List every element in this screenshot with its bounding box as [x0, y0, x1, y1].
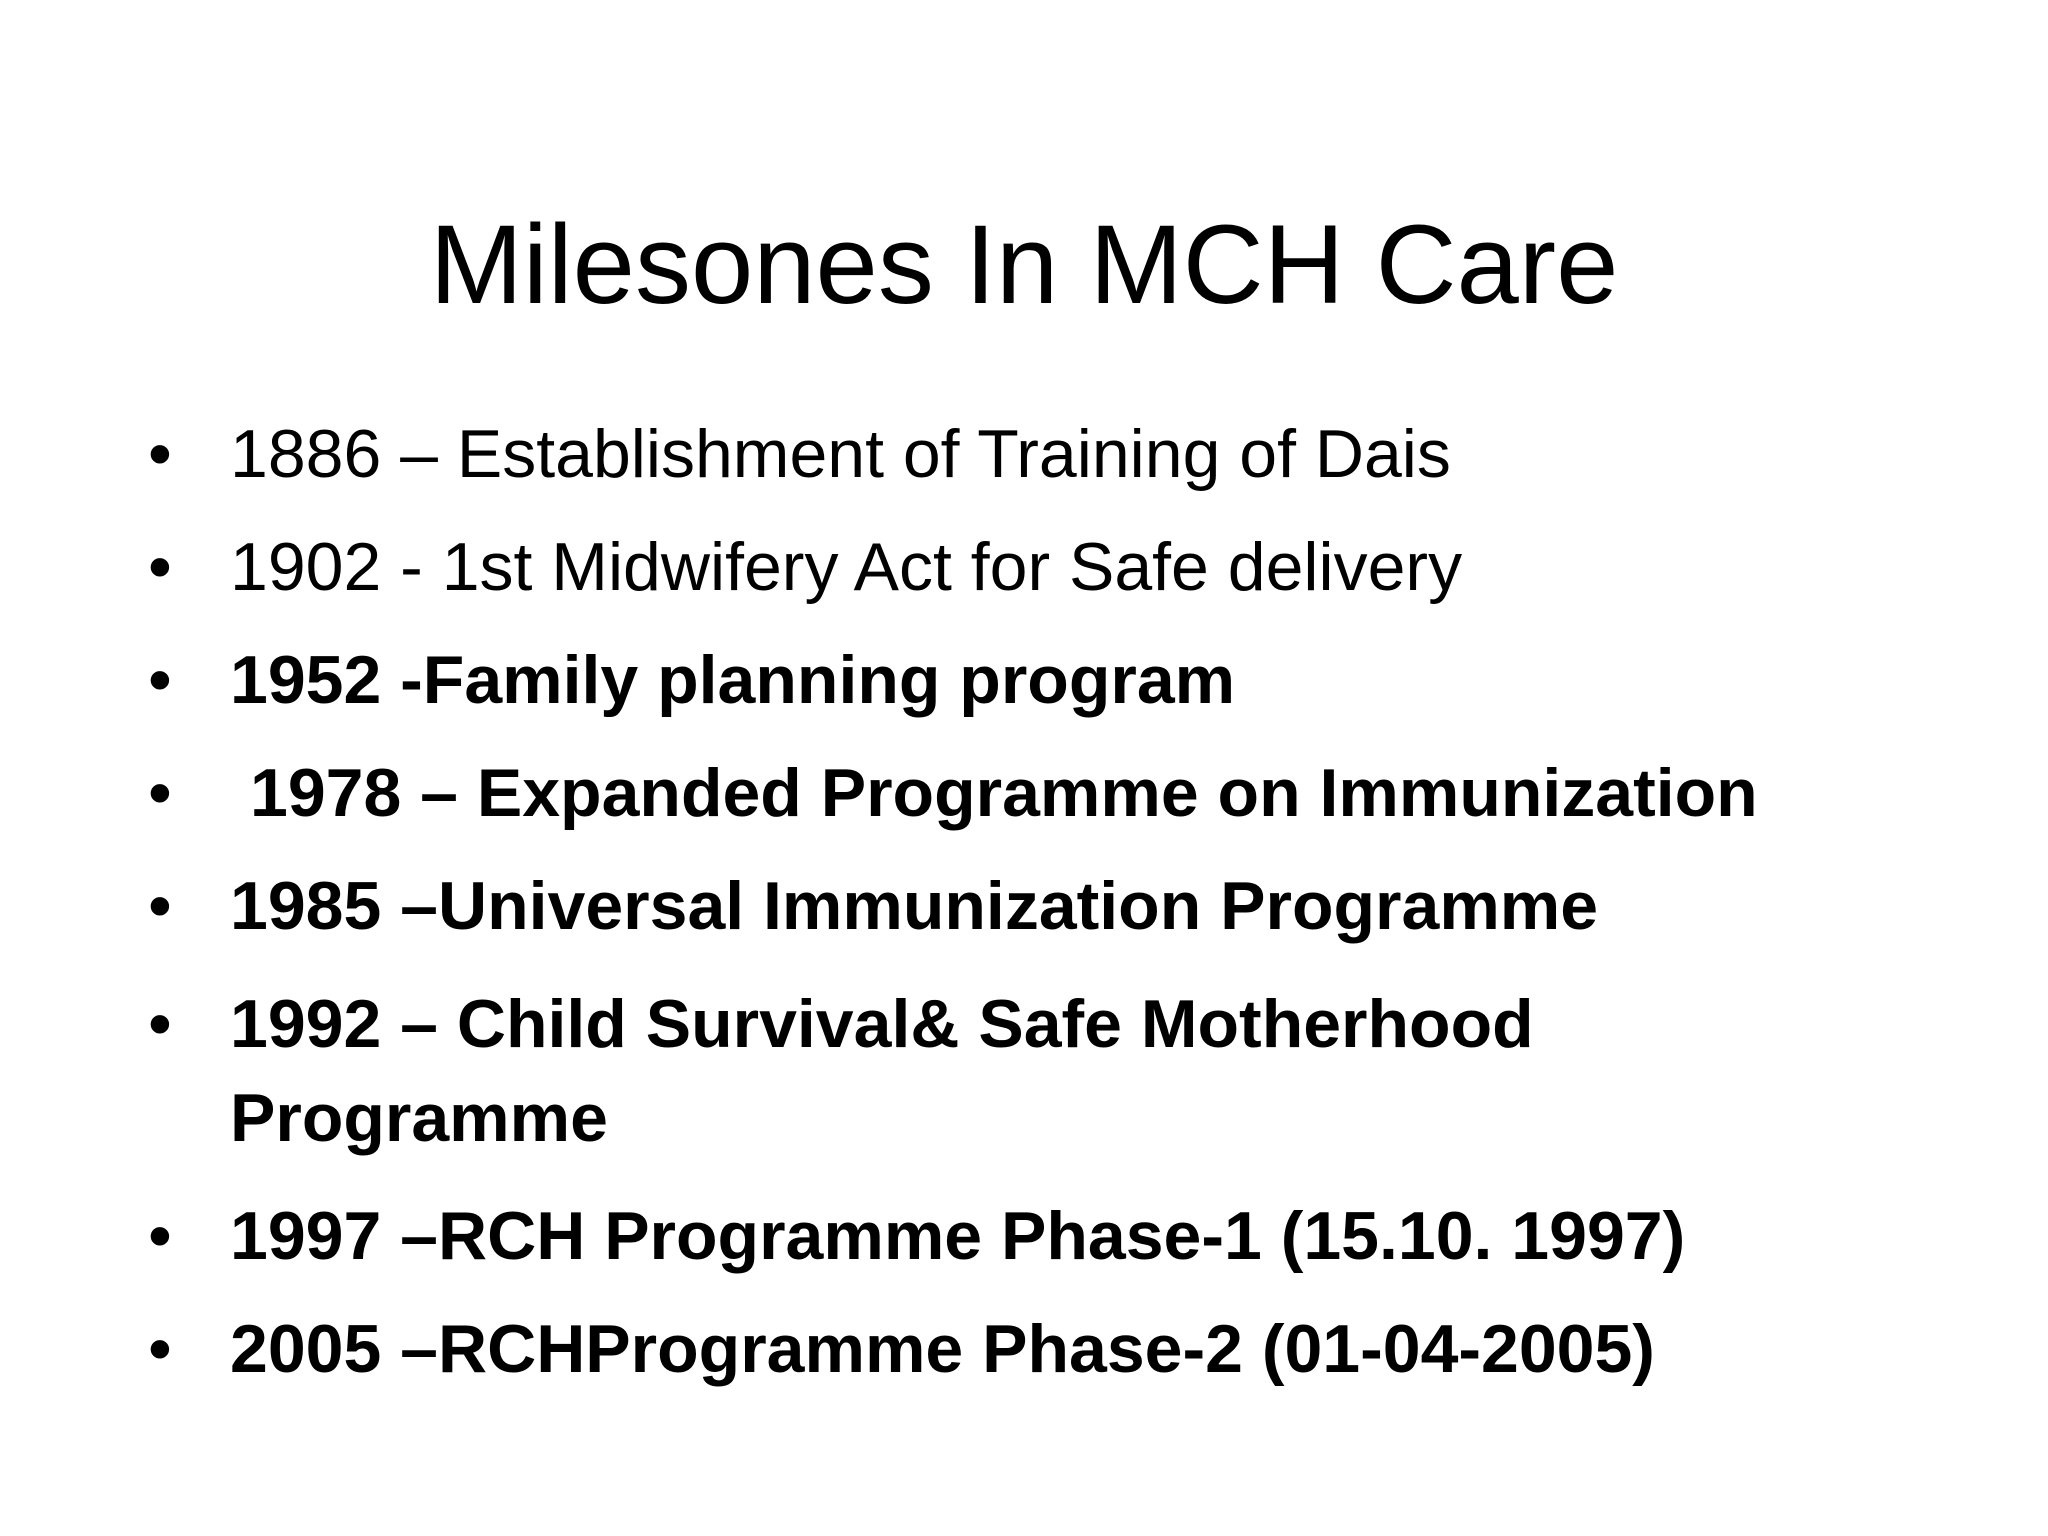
- milestone-list: [148, 412, 2008, 1420]
- list-item: [148, 751, 2008, 835]
- bullet-icon: •: [148, 986, 172, 1062]
- milestone-text: 2005 –RCHProgramme Phase-2 (01-04-2005): [230, 1311, 1655, 1387]
- list-item: [148, 638, 2008, 722]
- list-item: [148, 864, 2008, 948]
- list-item: [148, 525, 2008, 609]
- bullet-icon: •: [148, 416, 172, 492]
- bullet-icon: •: [148, 529, 172, 605]
- milestone-text: 1985 –Universal Immunization Programme: [230, 868, 1599, 944]
- bullet-icon: •: [148, 1198, 172, 1274]
- bullet-icon: •: [148, 1311, 172, 1387]
- list-item: [148, 412, 2008, 496]
- list-item: [148, 977, 1890, 1165]
- milestone-text: 1997 –RCH Programme Phase-1 (15.10. 1997): [230, 1198, 1686, 1274]
- milestone-text: 1992 – Child Survival& Safe Motherhood Programme: [230, 986, 1534, 1156]
- list-item: [148, 1307, 2008, 1391]
- bullet-icon: •: [148, 868, 172, 944]
- bullet-icon: •: [148, 642, 172, 718]
- list-item: [148, 1194, 2008, 1278]
- milestone-text: 1902 - 1st Midwifery Act for Safe delivery: [230, 529, 1463, 605]
- milestone-text: 1952 -Family planning program: [230, 642, 1236, 718]
- milestone-text: 1886 – Establishment of Training of Dais: [230, 416, 1451, 492]
- milestone-text: 1978 – Expanded Programme on Immunization: [250, 755, 1758, 831]
- bullet-icon: •: [148, 755, 172, 831]
- slide-title: Milesones In MCH Care: [429, 202, 1619, 328]
